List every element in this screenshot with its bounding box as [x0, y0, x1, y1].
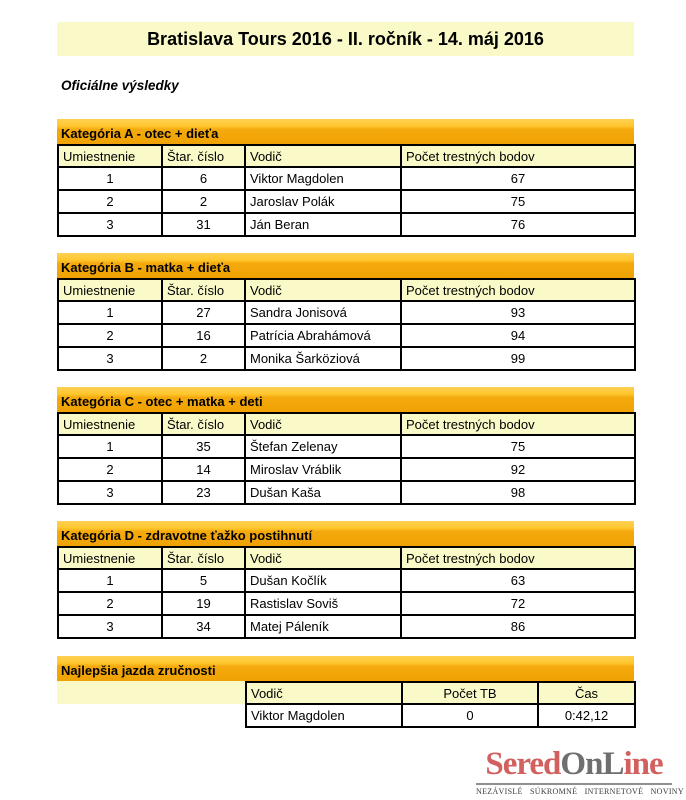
driver-cell: Viktor Magdolen	[246, 704, 402, 727]
category-b-table	[57, 278, 636, 371]
start-number-cell: 2	[162, 190, 245, 213]
official-results-heading: Oficiálne výsledky	[61, 78, 179, 93]
start-number-cell: 23	[162, 481, 245, 504]
points-cell: 75	[401, 190, 635, 213]
header-row	[58, 145, 635, 167]
placement-cell: 1	[58, 301, 162, 324]
table-row	[58, 301, 635, 324]
header-row	[58, 413, 635, 435]
penalty-cell: 0	[402, 704, 538, 727]
page-title: Bratislava Tours 2016 - II. ročník - 14. máj 2016	[57, 22, 634, 56]
driver-cell: Patrícia Abrahámová	[245, 324, 401, 347]
col-header-start-number: Štar. číslo	[162, 279, 245, 301]
driver-cell: Dušan Kočlík	[245, 569, 401, 592]
category-a-table	[57, 144, 636, 237]
points-cell: 94	[401, 324, 635, 347]
col-header-penalty-points: Počet trestných bodov	[401, 413, 635, 435]
placement-cell: 2	[58, 592, 162, 615]
table-row	[58, 213, 635, 236]
header-row	[246, 682, 635, 704]
points-cell: 98	[401, 481, 635, 504]
col-header-driver: Vodič	[245, 547, 401, 569]
category-c-section	[57, 387, 634, 505]
col-header-penalty-points: Počet trestných bodov	[401, 279, 635, 301]
start-number-cell: 27	[162, 301, 245, 324]
start-number-cell: 31	[162, 213, 245, 236]
category-a-section	[57, 119, 634, 237]
category-d-section	[57, 521, 634, 639]
best-run-section	[57, 656, 634, 728]
placement-cell: 3	[58, 213, 162, 236]
category-c-banner: Kategória C - otec + matka + deti	[57, 387, 634, 412]
col-header-driver: Vodič	[245, 413, 401, 435]
start-number-cell: 14	[162, 458, 245, 481]
table-row	[58, 167, 635, 190]
driver-cell: Jaroslav Polák	[245, 190, 401, 213]
placement-cell: 2	[58, 190, 162, 213]
placement-cell: 3	[58, 347, 162, 370]
driver-cell: Miroslav Vráblik	[245, 458, 401, 481]
table-row	[58, 458, 635, 481]
driver-cell: Sandra Jonisová	[245, 301, 401, 324]
placement-cell: 1	[58, 167, 162, 190]
table-row	[58, 569, 635, 592]
points-cell: 92	[401, 458, 635, 481]
col-header-penalty-tb: Počet TB	[402, 682, 538, 704]
driver-cell: Dušan Kaša	[245, 481, 401, 504]
start-number-cell: 19	[162, 592, 245, 615]
logo-segment-onl: OnL	[560, 746, 624, 782]
col-header-start-number: Štar. číslo	[162, 145, 245, 167]
col-header-time: Čas	[538, 682, 635, 704]
driver-cell: Viktor Magdolen	[245, 167, 401, 190]
col-header-driver: Vodič	[245, 279, 401, 301]
points-cell: 76	[401, 213, 635, 236]
col-header-placement: Umiestnenie	[58, 413, 162, 435]
table-row	[58, 481, 635, 504]
header-left-strip	[57, 681, 247, 704]
time-cell: 0:42,12	[538, 704, 635, 727]
best-run-body	[57, 681, 634, 728]
points-cell: 67	[401, 167, 635, 190]
points-cell: 63	[401, 569, 635, 592]
category-a-banner: Kategória A - otec + dieťa	[57, 119, 634, 144]
col-header-driver: Vodič	[246, 682, 402, 704]
col-header-penalty-points: Počet trestných bodov	[401, 547, 635, 569]
start-number-cell: 16	[162, 324, 245, 347]
table-row	[246, 704, 635, 727]
driver-cell: Monika Šarköziová	[245, 347, 401, 370]
points-cell: 99	[401, 347, 635, 370]
driver-cell: Rastislav Soviš	[245, 592, 401, 615]
start-number-cell: 5	[162, 569, 245, 592]
placement-cell: 2	[58, 458, 162, 481]
points-cell: 86	[401, 615, 635, 638]
col-header-placement: Umiestnenie	[58, 547, 162, 569]
points-cell: 75	[401, 435, 635, 458]
start-number-cell: 35	[162, 435, 245, 458]
table-row	[58, 347, 635, 370]
category-d-banner: Kategória D - zdravotne ťažko postihnutí	[57, 521, 634, 546]
points-cell: 72	[401, 592, 635, 615]
category-d-table	[57, 546, 636, 639]
col-header-placement: Umiestnenie	[58, 145, 162, 167]
table-row	[58, 435, 635, 458]
document-content	[57, 0, 634, 728]
header-row	[58, 279, 635, 301]
best-run-table	[245, 681, 636, 728]
category-c-table	[57, 412, 636, 505]
driver-cell: Ján Beran	[245, 213, 401, 236]
table-row	[58, 615, 635, 638]
category-b-section	[57, 253, 634, 371]
logo-segment-ine: ine	[623, 746, 663, 782]
col-header-penalty-points: Počet trestných bodov	[401, 145, 635, 167]
logo-tagline: NEZÁVISLÉ SÚKROMNÉ INTERNETOVÉ NOVINY	[476, 783, 672, 796]
start-number-cell: 34	[162, 615, 245, 638]
placement-cell: 2	[58, 324, 162, 347]
start-number-cell: 6	[162, 167, 245, 190]
best-run-banner: Najlepšia jazda zručnosti	[57, 656, 634, 681]
col-header-start-number: Štar. číslo	[162, 413, 245, 435]
table-row	[58, 190, 635, 213]
header-row	[58, 547, 635, 569]
placement-cell: 3	[58, 615, 162, 638]
driver-cell: Matej Páleník	[245, 615, 401, 638]
col-header-start-number: Štar. číslo	[162, 547, 245, 569]
logo-segment-sered: Sered	[485, 746, 561, 782]
category-b-banner: Kategória B - matka + dieťa	[57, 253, 634, 278]
points-cell: 93	[401, 301, 635, 324]
table-row	[58, 324, 635, 347]
table-row	[58, 592, 635, 615]
col-header-placement: Umiestnenie	[58, 279, 162, 301]
driver-cell: Štefan Zelenay	[245, 435, 401, 458]
seredonline-wordmark	[476, 747, 672, 782]
col-header-driver: Vodič	[245, 145, 401, 167]
seredonline-logo	[476, 746, 684, 796]
placement-cell: 1	[58, 435, 162, 458]
placement-cell: 3	[58, 481, 162, 504]
placement-cell: 1	[58, 569, 162, 592]
start-number-cell: 2	[162, 347, 245, 370]
